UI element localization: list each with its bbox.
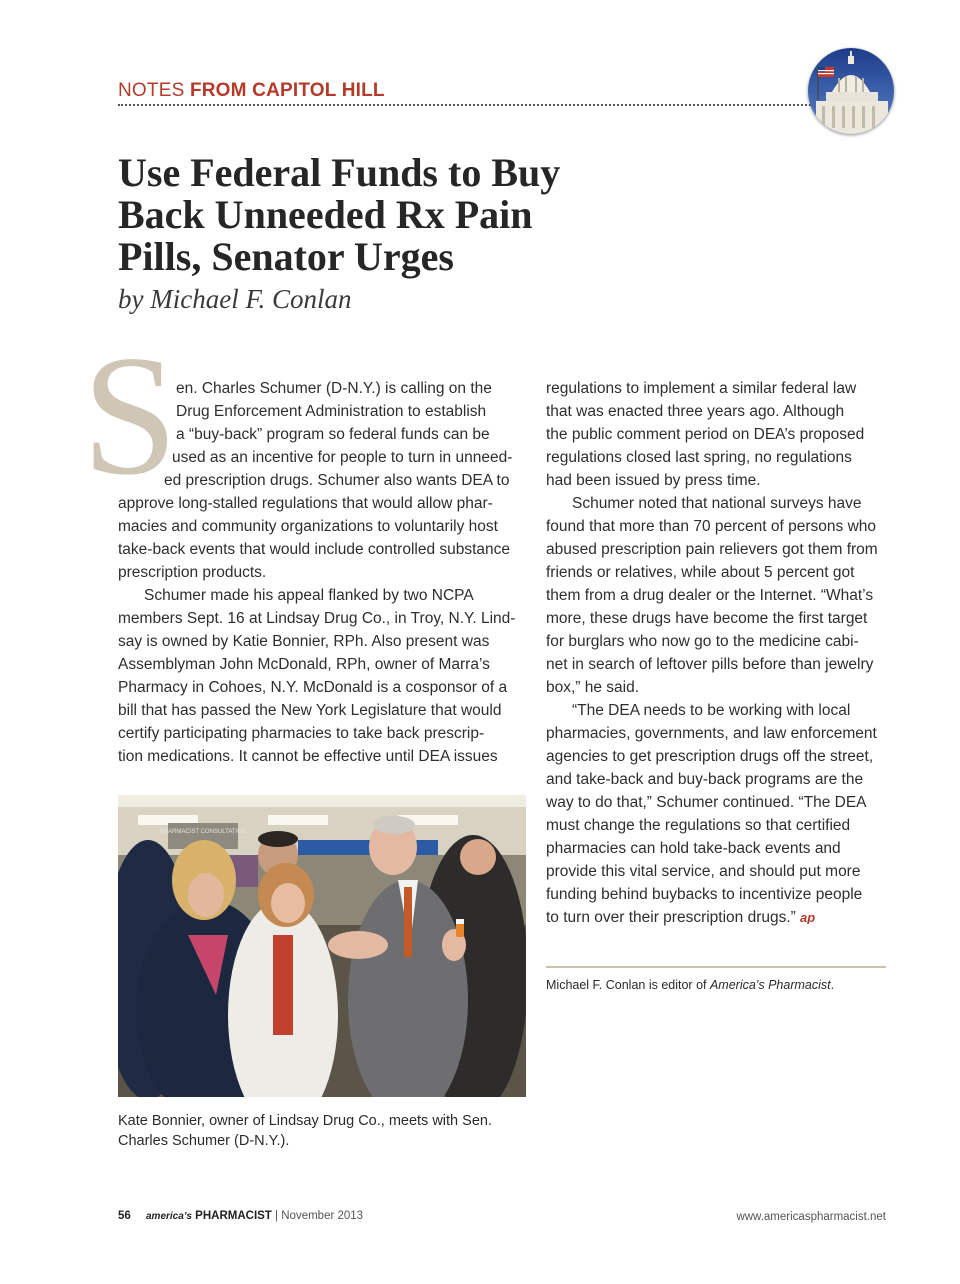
body-text-line: pharmacies, governments, and law enforcement [546,725,877,742]
body-text-line: pharmacies can hold take-back events and [546,840,841,857]
body-text-line: bill that has passed the New York Legislature that would [118,702,502,719]
header-dotted-rule [118,104,818,106]
headline-line: Use Federal Funds to Buy [118,150,561,195]
body-text-line: them from a drug dealer or the Internet. “What’s [546,587,874,604]
body-text-line: friends or relatives, while about 5 percent got [546,564,855,581]
page-number: 56 [118,1210,131,1222]
body-text-line: must change the regulations so that certified [546,817,851,834]
body-text-line [546,906,816,931]
page-footer-left [118,1210,363,1222]
body-text-line: a “buy-back” program so federal funds can be [176,426,490,443]
bio-publication: America’s Pharmacist [709,978,831,992]
drop-cap: S [82,321,178,511]
website-url[interactable]: www.americaspharmacist.net [736,1211,886,1223]
bio-divider [546,966,886,968]
end-mark-icon [800,908,816,931]
body-text-line: ed prescription drugs. Schumer also wants DEA to [164,472,510,489]
photo-caption [118,1111,538,1151]
body-text-line: Assemblyman John McDonald, RPh, owner of Marra’s [118,656,490,673]
article-photo [118,795,526,1097]
body-text-line: tion medications. It cannot be effective until DEA issues [118,748,498,765]
body-text-line: and take-back and buy-back programs are the [546,771,864,788]
body-text-line: prescription products. [118,564,267,581]
body-text-line: the public comment period on DEA’s proposed [546,426,865,443]
body-text-line: say is owned by Katie Bonnier, RPh. Also present was [118,633,490,650]
body-text-line: macies and community organizations to voluntarily host [118,518,498,535]
body-text-line: agencies to get prescription drugs off the street, [546,748,874,765]
byline: by Michael F. Conlan [118,284,352,314]
body-text-line: funding behind buybacks to incentivize people [546,886,863,903]
body-text-line: net in search of leftover pills before than jewelry [546,656,874,673]
body-text-line: way to do that,” Schumer continued. “The DEA [546,794,867,811]
body-text-line: had been issued by press time. [546,472,761,489]
author-bio [546,978,834,992]
body-text-line: for burglars who now go to the medicine cabi- [546,633,859,650]
body-text-line: Schumer made his appeal flanked by two NCPA [144,587,474,604]
magazine-name-big: PHARMACIST [195,1210,272,1222]
body-text-line: more, these drugs have become the first target [546,610,868,627]
headline-line: Pills, Senator Urges [118,234,454,279]
capitol-dome-icon [808,48,894,134]
caption-line: Charles Schumer (D-N.Y.). [118,1133,290,1149]
body-text-line: certify participating pharmacies to take back prescrip- [118,725,485,742]
footer-separator: | [275,1210,279,1222]
bio-suffix: . [830,978,835,992]
body-text-line: Pharmacy in Cohoes, N.Y. McDonald is a cosponsor of a [118,679,508,696]
article-headline [118,152,618,278]
body-text-line: provide this vital service, and should put more [546,863,861,880]
body-text-line: regulations to implement a similar federal law [546,380,857,397]
body-text-line: approve long-stalled regulations that would allow phar- [118,495,493,512]
magazine-name-small: america’s [146,1211,192,1222]
section-heading [118,80,385,102]
body-text-line: abused prescription pain relievers got them from [546,541,878,558]
body-text-line: Drug Enforcement Administration to establish [176,403,487,420]
photo-sign-consultation: PHARMACIST CONSULTATION [159,829,247,835]
body-text-line: members Sept. 16 at Lindsay Drug Co., in Troy, N.Y. Lind- [118,610,516,627]
body-text-line: box,” he said. [546,679,640,696]
issue-date: November 2013 [281,1210,364,1222]
body-text-line: en. Charles Schumer (D-N.Y.) is calling on the [176,380,492,397]
body-text-line: regulations closed last spring, no regulations [546,449,852,466]
body-text-line: “The DEA needs to be working with local [572,702,851,719]
magazine-name [146,1210,272,1222]
body-text-line: found that more than 70 percent of persons who [546,518,877,535]
body-text-line: that was enacted three years ago. Although [546,403,845,420]
bio-prefix: Michael F. Conlan is editor of [546,978,710,992]
section-heading-light: NOTES [118,80,190,101]
body-text-line: take-back events that would include controlled substance [118,541,511,558]
body-text-line: Schumer noted that national surveys have [572,495,862,512]
closing-quote-text: to turn over their prescription drugs.” [546,909,796,926]
headline-line: Back Unneeded Rx Pain [118,192,533,237]
caption-line: Kate Bonnier, owner of Lindsay Drug Co., meets with Sen. [118,1113,492,1129]
body-text-line: used as an incentive for people to turn in unneed- [172,449,513,466]
end-mark-text: ap [799,910,816,924]
section-heading-bold: FROM CAPITOL HILL [189,80,385,101]
